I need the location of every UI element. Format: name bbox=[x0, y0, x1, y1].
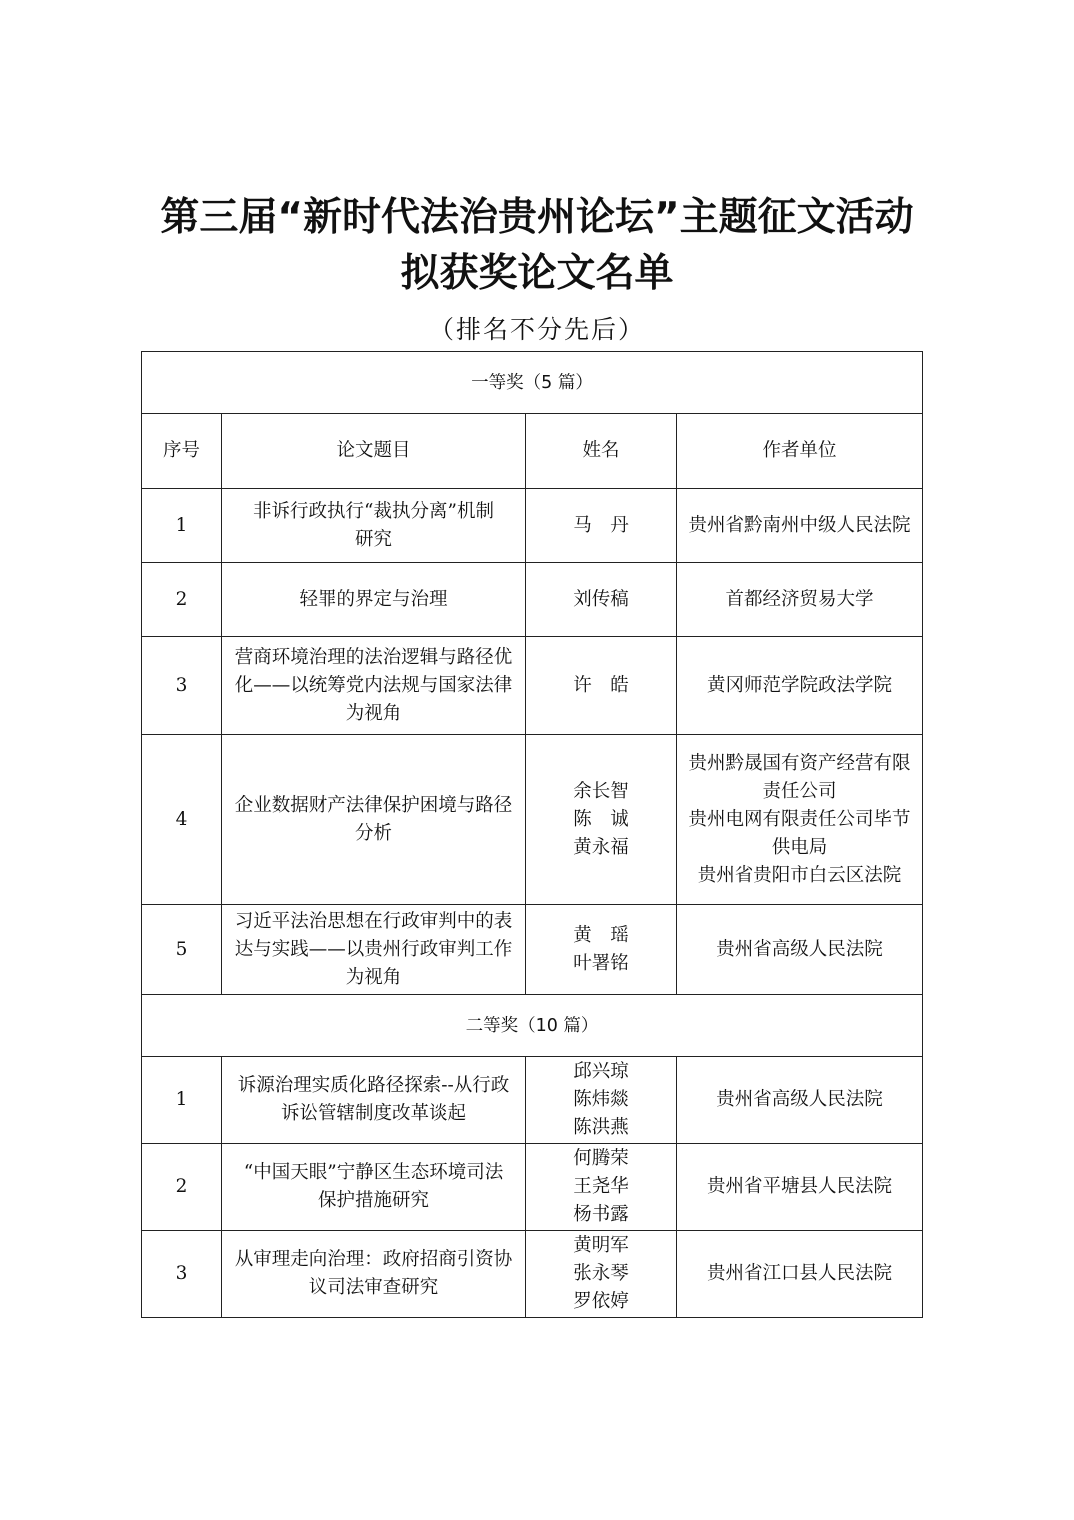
author-unit bbox=[677, 735, 923, 905]
paper-title-line: 诉讼管辖制度改革谈起 bbox=[280, 1103, 466, 1124]
section-heading: 二等奖（10 篇） bbox=[142, 995, 923, 1057]
section-heading-row bbox=[142, 995, 923, 1057]
author-unit bbox=[677, 489, 923, 563]
author-name: 王尧华 bbox=[573, 1176, 629, 1197]
author-name: 陈洪燕 bbox=[573, 1117, 629, 1138]
author-unit-line: 责任公司 bbox=[762, 780, 837, 802]
award-table bbox=[141, 351, 923, 1318]
paper-title bbox=[222, 1057, 526, 1144]
column-header-row bbox=[142, 414, 923, 489]
author-name: 黄明军 bbox=[573, 1235, 629, 1256]
paper-title-line: 分析 bbox=[354, 822, 392, 844]
page-subtitle: （排名不分先后） bbox=[428, 315, 645, 344]
author-name: 黄 瑶 bbox=[573, 924, 629, 946]
paper-title-line: 为视角 bbox=[345, 966, 402, 988]
row-number: 1 bbox=[142, 489, 222, 563]
author-unit bbox=[677, 1144, 923, 1231]
table-row bbox=[142, 905, 923, 995]
author-unit bbox=[677, 905, 923, 995]
author-name: 杨书露 bbox=[573, 1204, 629, 1225]
author-name: 叶署铭 bbox=[573, 952, 629, 974]
paper-title-line: 保护措施研究 bbox=[317, 1190, 429, 1211]
paper-title-line: 非诉行政执行“裁执分离”机制 bbox=[253, 500, 494, 522]
author-unit-line: 贵州省高级人民法院 bbox=[716, 938, 883, 960]
author-names bbox=[526, 489, 677, 563]
table-row bbox=[142, 489, 923, 563]
row-number: 1 bbox=[142, 1057, 222, 1144]
paper-title-line: 诉源治理实质化路径探索--从行政 bbox=[237, 1075, 510, 1096]
table-row bbox=[142, 1144, 923, 1231]
author-names bbox=[526, 563, 677, 637]
author-unit-line: 首都经济贸易大学 bbox=[725, 588, 874, 610]
author-unit bbox=[677, 563, 923, 637]
paper-title bbox=[222, 1231, 526, 1318]
paper-title-line: 为视角 bbox=[345, 702, 402, 724]
author-unit bbox=[677, 1057, 923, 1144]
page-title: 第三届“新时代法治贵州论坛”主题征文活动 bbox=[160, 195, 914, 240]
row-number: 4 bbox=[142, 735, 222, 905]
row-number: 3 bbox=[142, 637, 222, 735]
paper-title bbox=[222, 563, 526, 637]
table-row bbox=[142, 1231, 923, 1318]
author-unit-line: 贵州省江口县人民法院 bbox=[707, 1263, 893, 1284]
author-name: 陈炜燚 bbox=[573, 1089, 629, 1110]
paper-title-line: 化——以统筹党内法规与国家法律 bbox=[234, 674, 513, 696]
author-name: 陈 诚 bbox=[573, 808, 629, 830]
author-name: 何腾荣 bbox=[573, 1148, 629, 1169]
paper-title-line: 研究 bbox=[354, 528, 392, 550]
row-number: 5 bbox=[142, 905, 222, 995]
column-header-unit: 作者单位 bbox=[677, 414, 923, 489]
author-unit-line: 黄冈师范学院政法学院 bbox=[707, 674, 893, 696]
author-names bbox=[526, 1057, 677, 1144]
section-heading-row bbox=[142, 352, 923, 414]
row-number: 3 bbox=[142, 1231, 222, 1318]
author-names bbox=[526, 637, 677, 735]
author-unit-line: 贵州电网有限责任公司毕节 bbox=[688, 808, 911, 830]
author-name: 黄永福 bbox=[573, 836, 629, 858]
author-unit-line: 贵州省平塘县人民法院 bbox=[707, 1176, 893, 1197]
paper-title-line: “中国天眼”宁静区生态环境司法 bbox=[243, 1162, 504, 1183]
author-name: 罗依婷 bbox=[573, 1291, 629, 1312]
paper-title bbox=[222, 735, 526, 905]
paper-title bbox=[222, 637, 526, 735]
paper-title bbox=[222, 905, 526, 995]
author-name: 许 皓 bbox=[573, 674, 629, 696]
author-unit-line: 贵州省高级人民法院 bbox=[716, 1089, 883, 1110]
author-name: 马 丹 bbox=[573, 514, 629, 536]
paper-title-line: 议司法审查研究 bbox=[308, 1277, 439, 1298]
author-unit-line: 贵州省黔南州中级人民法院 bbox=[688, 514, 911, 536]
author-unit bbox=[677, 1231, 923, 1318]
paper-title-line: 从审理走向治理：政府招商引资协 bbox=[234, 1249, 513, 1270]
column-header-no: 序号 bbox=[142, 414, 222, 489]
row-number: 2 bbox=[142, 563, 222, 637]
paper-title-line: 达与实践——以贵州行政审判工作 bbox=[234, 938, 513, 960]
paper-title bbox=[222, 1144, 526, 1231]
column-header-title: 论文题目 bbox=[222, 414, 526, 489]
paper-title-line: 习近平法治思想在行政审判中的表 bbox=[234, 910, 513, 932]
author-unit-line: 供电局 bbox=[771, 836, 828, 858]
table-row bbox=[142, 637, 923, 735]
author-name: 邱兴琼 bbox=[573, 1061, 629, 1082]
author-names bbox=[526, 1231, 677, 1318]
page-title-line2: 拟获奖论文名单 bbox=[400, 251, 674, 296]
author-unit bbox=[677, 637, 923, 735]
author-names bbox=[526, 1144, 677, 1231]
paper-title-line: 企业数据财产法律保护困境与路径 bbox=[234, 794, 513, 816]
paper-title-line: 轻罪的界定与治理 bbox=[299, 588, 448, 610]
paper-title-line: 营商环境治理的法治逻辑与路径优 bbox=[234, 646, 513, 668]
author-unit-line: 贵州省贵阳市白云区法院 bbox=[697, 864, 902, 886]
author-name: 刘传稿 bbox=[573, 588, 629, 610]
paper-title bbox=[222, 489, 526, 563]
table-row bbox=[142, 1057, 923, 1144]
column-header-name: 姓名 bbox=[526, 414, 677, 489]
author-names bbox=[526, 735, 677, 905]
table-row bbox=[142, 563, 923, 637]
author-names bbox=[526, 905, 677, 995]
author-unit-line: 贵州黔晟国有资产经营有限 bbox=[688, 752, 911, 774]
author-name: 余长智 bbox=[573, 780, 629, 802]
table-row bbox=[142, 735, 923, 905]
author-name: 张永琴 bbox=[573, 1263, 629, 1284]
section-heading: 一等奖（5 篇） bbox=[142, 352, 923, 414]
row-number: 2 bbox=[142, 1144, 222, 1231]
